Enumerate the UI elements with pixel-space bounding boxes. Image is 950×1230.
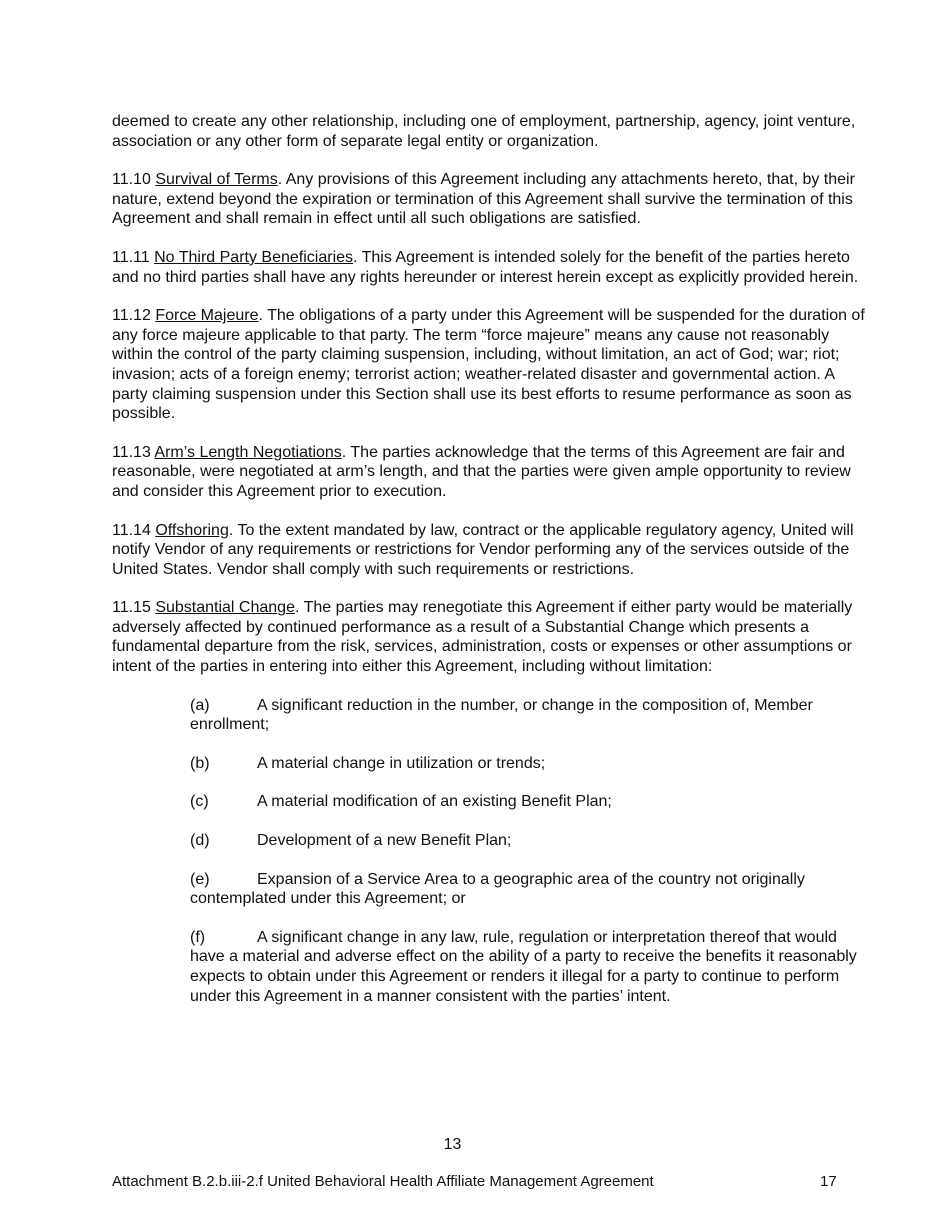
section-number: 11.12 [112,307,151,325]
list-item-text: A material modification of an existing Benefit Plan; [257,793,612,811]
section-number: 11.10 [112,171,151,189]
list-item-label: (d) [190,832,210,850]
section-number: 11.11 [112,248,150,266]
section-number: 11.14 [112,521,151,539]
section-body: . Any provisions of this Agreement including any attachments hereto, that, by their nature, extend beyond the expiration or termination of this Agreement shall survive the termination of this Agreement and shall remain in effect until all such obligations are satisfied. [112,171,855,228]
list-item-label: (c) [190,793,209,811]
section-body: . The parties acknowledge that the terms of this Agreement are fair and reasonable, were negotiated at arm’s length, and that the parties were given ample opportunity to review and consider this Agreement prior to execution. [112,443,851,500]
list-item [190,928,874,1006]
list-item-label: (a) [190,696,210,714]
list-item-text: A significant change in any law, rule, regulation or interpretation thereof that would have a material and adverse effect on the ability of a party to receive the benefits it reasonably expects to obtain under this Agreement or renders it illegal for a party to continue to perform under this Agreement in a manner consistent with the parties’ intent. [190,928,857,1005]
list-item-text: Expansion of a Service Area to a geographic area of the country not originally contemplated under this Agreement; or [190,870,805,908]
document-body [112,112,874,1025]
list-item-text: A significant reduction in the number, or change in the composition of, Member enrollment; [190,696,813,734]
list-item [190,792,874,812]
footer-page-number: 17 [820,1173,837,1190]
list-item-text: Development of a new Benefit Plan; [257,832,512,850]
section-11-10 [112,170,874,229]
page-number: 13 [443,1136,462,1153]
section-11-13 [112,443,874,502]
list-item-text: A material change in utilization or trends; [257,754,546,772]
section-title: Survival of Terms [155,171,278,189]
section-body: . The parties may renegotiate this Agreement if either party would be materially adversely affected by continued performance as a result of a Substantial Change which presents a fundamental departure from the risk, services, administration, costs or expenses or other assumptions or intent of the parties in entering into either this Agreement, including without limitation: [112,599,853,676]
intro-paragraph: deemed to create any other relationship, including one of employment, partnership, agency, joint venture, association or any other form of separate legal entity or organization. [112,113,856,150]
list-item-label: (f) [190,928,206,946]
section-title: Force Majeure [155,307,259,325]
substantial-change-list [190,696,874,1007]
section-number: 11.15 [112,599,151,617]
list-item [190,754,874,774]
list-item [190,831,874,851]
section-title: Substantial Change [155,599,295,617]
section-number: 11.13 [112,443,151,461]
list-item-label: (e) [190,870,210,888]
section-11-14 [112,521,874,580]
section-body: . To the extent mandated by law, contract or the applicable regulatory agency, United will notify Vendor of any requirements or restrictions for Vendor performing any of the services outside of the United States. Vendor shall comply with such requirements or restrictions. [112,521,854,578]
list-item [190,870,874,909]
section-title: Arm’s Length Negotiations [154,443,342,461]
section-title: No Third Party Beneficiaries [154,248,354,266]
list-item [190,696,874,735]
section-body: . The obligations of a party under this Agreement will be suspended for the duration of any force majeure applicable to that party. The term “force majeure” means any cause not reasonably within the control of the party claiming suspension, including, without limitation, an act of God; war; riot; invasion; acts of a foreign enemy; terrorist action; weather-related disaster and governmental action. A party claiming suspension under this Section shall use its best efforts to resume performance as soon as possible. [112,307,865,423]
section-title: Offshoring [155,521,229,539]
list-item-label: (b) [190,754,210,772]
footer-text: Attachment B.2.b.iii-2.f United Behavioral Health Affiliate Management Agreement [112,1173,654,1190]
section-11-11 [112,248,874,287]
section-11-12 [112,306,874,424]
section-body: . This Agreement is intended solely for the benefit of the parties hereto and no third parties shall have any rights hereunder or interest herein except as explicitly provided herein. [112,248,859,286]
section-11-15 [112,598,874,676]
